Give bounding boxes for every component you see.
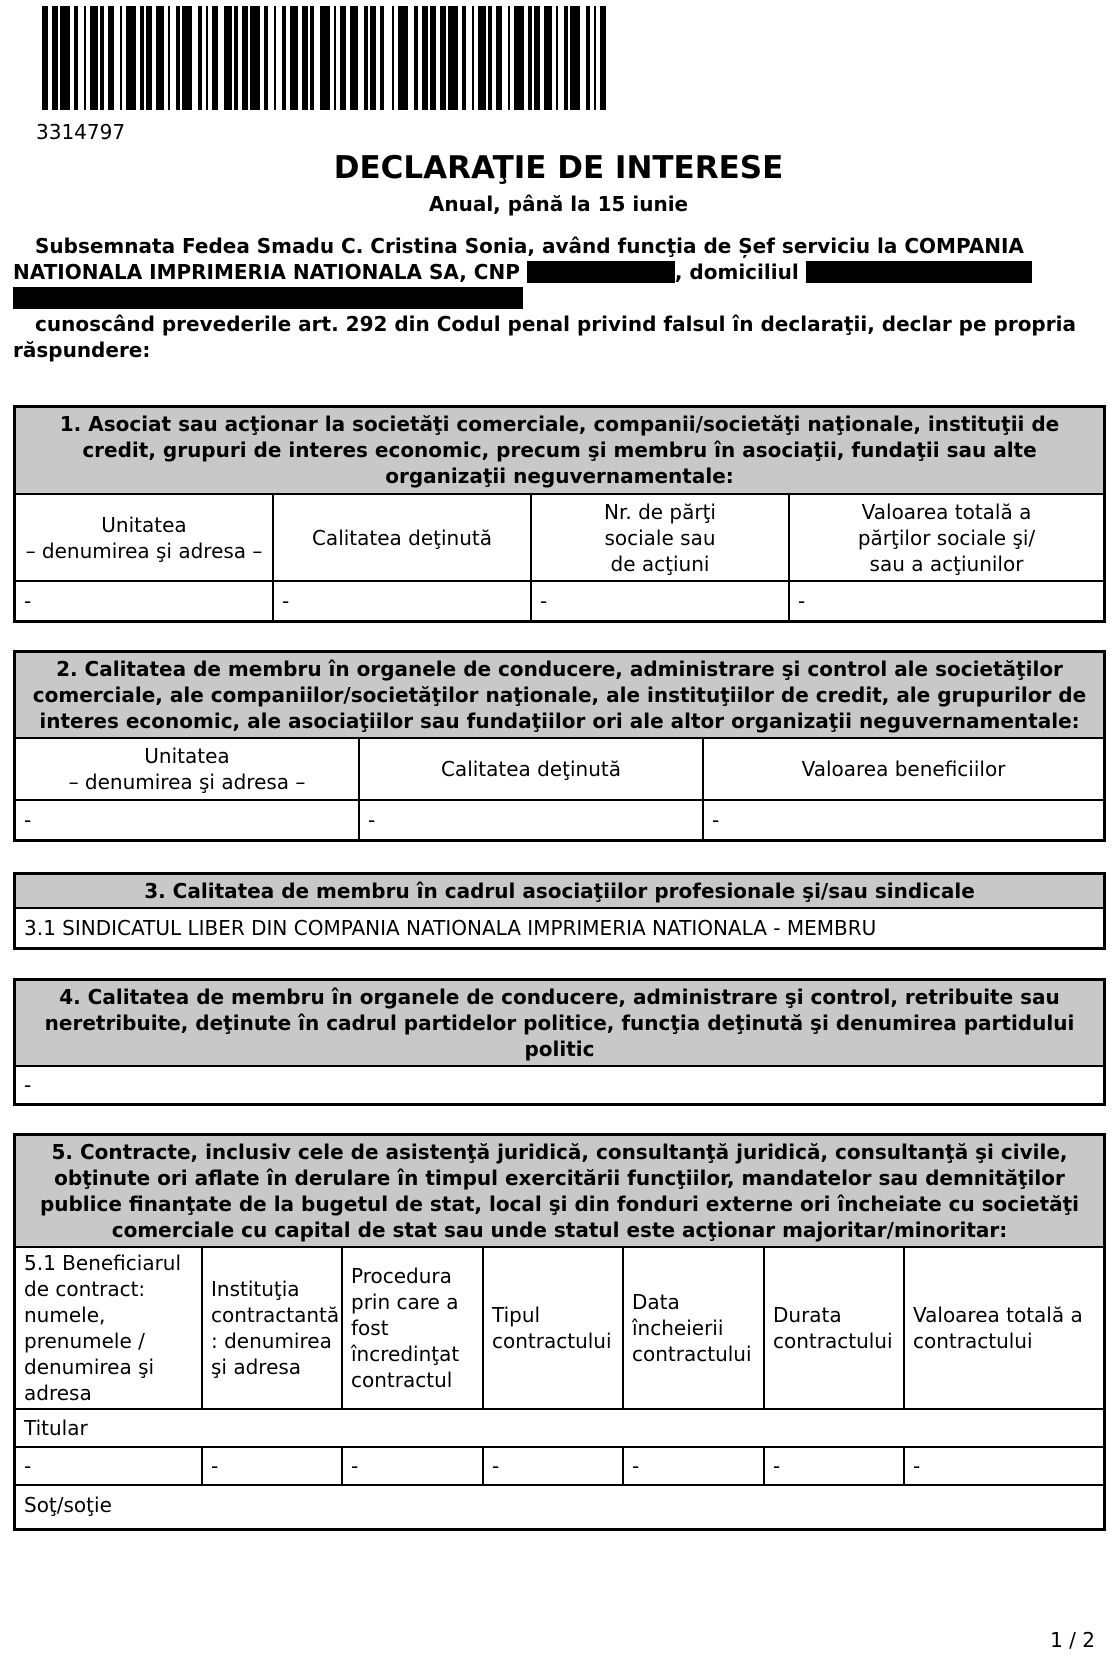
table-cell: -	[765, 1448, 905, 1486]
section-5-col-date: Data încheierii contractului	[624, 1248, 765, 1410]
table-cell: -	[203, 1448, 343, 1486]
section-5-heading: 5. Contracte, inclusiv cele de asistenţă juridică, consultanţă juridică, consultanţă şi civile, obţinute ori aflate în derulare în timpul exercitării funcţiilor, mandatelor sau demnităţilor publice finanţate de la bugetul de stat, local şi din fonduri externe ori încheiate cu societăţi comerciale cu capital de stat sau unde statul este acţionar majoritar/minoritar:	[16, 1136, 1103, 1248]
section-2-heading: 2. Calitatea de membru în organele de conducere, administrare şi control ale societăţilor comerciale, ale companiilor/societăţilor naţionale, ale instituţiilor de credit, ale grupurilor de interes economic, ale asociaţiilor sau fundaţiilor ori ale altor organizaţii neguvernamentale:	[16, 653, 1103, 739]
statement-cnp-label: NATIONALA IMPRIMERIA NATIONALA SA, CNP	[13, 260, 520, 284]
section-1-heading: 1. Asociat sau acţionar la societăţi comerciale, companii/societăţi naţionale, instituţii de credit, grupuri de interes economic, precum şi membru în asociaţii, fundaţii sau alte organizaţii neguvernamentale:	[16, 408, 1103, 495]
section-5-col-duration: Durata contractului	[765, 1248, 905, 1410]
section-5-col-institution: Instituţia contractantă : denumirea şi adresa	[203, 1248, 343, 1410]
document-number: 3314797	[36, 120, 126, 144]
section-2-col-benefits: Valoarea beneficiilor	[704, 739, 1103, 801]
section-4-entry: -	[24, 1073, 32, 1097]
statement-line-1: Subsemnata Fedea Smadu C. Cristina Sonia, având funcţia de Șef serviciu la COMPANIA	[35, 234, 1024, 258]
redacted-address	[806, 261, 1032, 283]
section-2-col-quality: Calitatea deţinută	[360, 739, 704, 801]
section-5-contracts	[13, 1133, 1106, 1531]
table-cell: -	[343, 1448, 484, 1486]
declarant-statement-legal	[13, 311, 1103, 363]
redacted-cnp	[527, 261, 675, 283]
section-5-col-beneficiary: 5.1 Beneficiarul de contract: numele, prenumele / denumirea şi adresa	[16, 1248, 203, 1410]
section-3-professional-associations	[13, 872, 1106, 950]
section-1-shareholdings	[13, 405, 1106, 623]
section-2-management-roles	[13, 650, 1106, 842]
table-cell: -	[905, 1448, 1103, 1486]
section-5-titular-label: Titular	[16, 1410, 1103, 1448]
redacted-address-continued	[13, 287, 523, 309]
section-1-col-quality: Calitatea deţinută	[274, 495, 532, 582]
barcode	[42, 6, 612, 110]
section-1-col-shares: Nr. de părţi sociale sau de acţiuni	[532, 495, 790, 582]
statement-address-label: , domiciliul	[674, 260, 799, 284]
section-4-political-roles	[13, 978, 1106, 1106]
section-1-col-unit: Unitatea – denumirea şi adresa –	[16, 495, 274, 582]
section-1-col-value: Valoarea totală a părţilor sociale şi/ sau a acţiunilor	[790, 495, 1103, 582]
section-4-heading: 4. Calitatea de membru în organele de conducere, administrare şi control, retribuite sau neretribuite, deţinute în cadrul partidelor politice, funcţia deţinută şi denumirea partidului politic	[16, 981, 1103, 1067]
table-cell: -	[798, 589, 806, 613]
statement-line-3	[13, 285, 1103, 311]
section-5-spouse-label: Soţ/soţie	[24, 1493, 112, 1517]
table-cell: -	[624, 1448, 765, 1486]
section-2-col-unit: Unitatea – denumirea şi adresa –	[16, 739, 360, 801]
statement-line-4: cunoscând prevederile art. 292 din Codul penal privind falsul în declaraţii, declar pe propria	[35, 312, 1076, 336]
section-5-col-type: Tipul contractului	[484, 1248, 624, 1410]
statement-line-5: răspundere:	[13, 338, 151, 362]
document-title: DECLARAŢIE DE INTERESE	[333, 150, 784, 186]
table-cell: -	[16, 801, 360, 839]
statement-line-2	[13, 259, 1103, 285]
table-cell: -	[532, 582, 790, 620]
table-cell: -	[16, 1448, 203, 1486]
table-cell: -	[360, 801, 704, 839]
table-cell: -	[712, 808, 720, 832]
page-number: 1 / 2	[1050, 1628, 1095, 1652]
table-cell: -	[274, 582, 532, 620]
table-cell: -	[484, 1448, 624, 1486]
section-3-heading: 3. Calitatea de membru în cadrul asociaţiilor profesionale şi/sau sindicale	[16, 875, 1103, 909]
document-subtitle: Anual, până la 15 iunie	[428, 192, 689, 216]
section-5-col-procedure: Procedura prin care a fost încredinţat contractul	[343, 1248, 484, 1410]
table-cell: -	[16, 582, 274, 620]
declarant-statement	[13, 233, 1103, 311]
section-5-col-value: Valoarea totală a contractului	[905, 1248, 1103, 1410]
section-3-entry: 3.1 SINDICATUL LIBER DIN COMPANIA NATIONALA IMPRIMERIA NATIONALA - MEMBRU	[24, 916, 877, 940]
